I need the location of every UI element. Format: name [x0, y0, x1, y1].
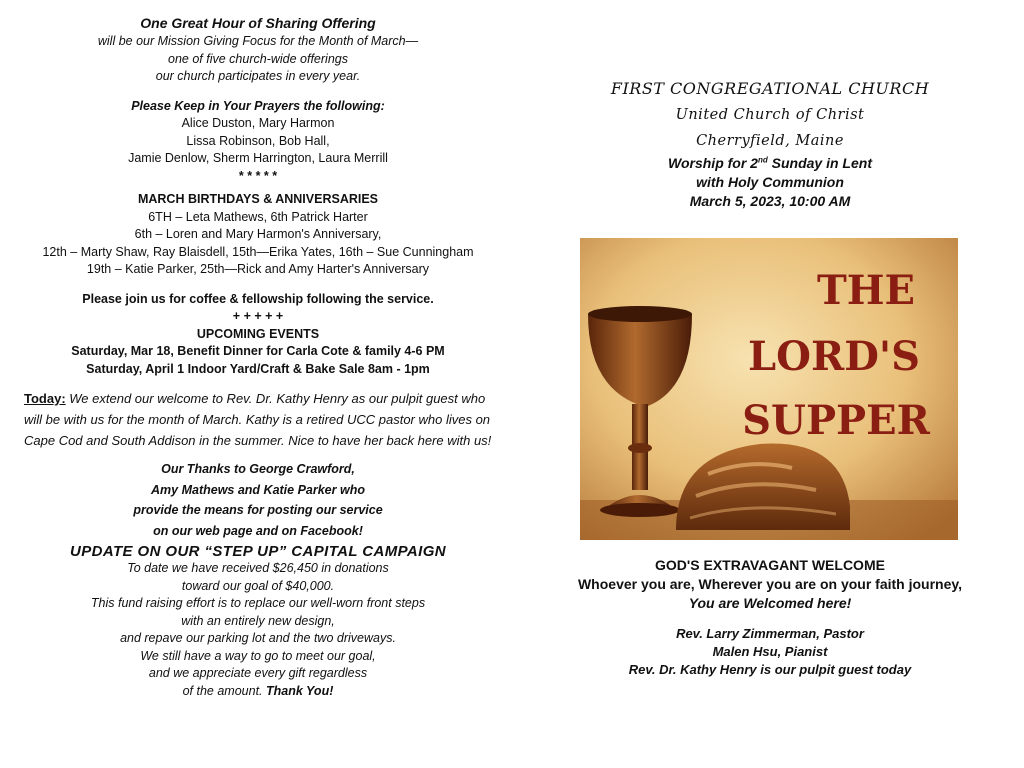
offering-line: our church participates in every year. — [155, 69, 361, 83]
denomination: United Church of Christ — [675, 107, 865, 123]
section-divider-stars: * * * * * — [238, 168, 278, 183]
campaign-line: This fund raising effort is to replace our well-worn front steps — [90, 596, 426, 610]
lords-supper-illustration — [580, 238, 958, 540]
welcome-block — [556, 556, 984, 679]
campaign-line — [20, 683, 496, 701]
events-title: UPCOMING EVENTS — [196, 326, 320, 341]
campaign-line: To date we have received $26,450 in donations — [127, 561, 389, 575]
lords-supper-image — [580, 238, 958, 540]
welcome-line: Whoever you are, Wherever you are on your faith journey, — [577, 576, 963, 592]
birthday-line: 19th – Katie Parker, 25th—Rick and Amy Harter's Anniversary — [86, 262, 430, 276]
birthday-line: 6TH – Leta Mathews, 6th Patrick Harter — [148, 209, 368, 224]
staff-line: Rev. Larry Zimmerman, Pastor — [676, 626, 864, 641]
offering-line: will be our Mission Giving Focus for the Month of March— — [97, 34, 419, 48]
left-column — [20, 14, 496, 700]
campaign-line: with an entirely new design, — [181, 613, 335, 628]
thanks-line: provide the means for posting our service — [133, 503, 383, 517]
prayer-names: Alice Duston, Mary Harmon — [181, 116, 335, 130]
prayers-title: Please Keep in Your Prayers the following: — [131, 98, 385, 113]
prayer-names: Jamie Denlow, Sherm Harrington, Laura Merrill — [128, 151, 388, 165]
campaign-line: toward our goal of $40,000. — [181, 578, 335, 593]
communion-line: with Holy Communion — [696, 174, 844, 190]
thanks-line: Amy Mathews and Katie Parker who — [151, 482, 365, 497]
thank-you-text: Thank You! — [266, 683, 334, 698]
church-name: FIRST CONGREGATIONAL CHURCH — [610, 79, 930, 98]
offering-title: One Great Hour of Sharing Offering — [140, 15, 376, 31]
worship-title: Worship for 2nd Sunday in Lent — [668, 155, 872, 171]
location: Cherryfield, Maine — [696, 133, 844, 149]
campaign-title: UPDATE ON OUR “STEP UP” CAPITAL CAMPAIGN — [69, 543, 446, 560]
today-paragraph — [24, 388, 492, 451]
offering-line: one of five church-wide offerings — [168, 51, 348, 66]
service-date: March 5, 2023, 10:00 AM — [689, 193, 851, 209]
section-divider-plus: + + + + + — [232, 309, 284, 323]
welcome-title: GOD'S EXTRAVAGANT WELCOME — [655, 557, 885, 573]
campaign-line: and we appreciate every gift regardless — [148, 666, 368, 680]
today-label: Today: — [24, 391, 66, 406]
campaign-last-line: of the amount. — [182, 683, 266, 698]
thanks-block — [20, 459, 496, 541]
birthday-line: 6th – Loren and Mary Harmon's Anniversary, — [134, 227, 382, 241]
prayer-names: Lissa Robinson, Bob Hall, — [186, 133, 330, 148]
welcome-line: You are Welcomed here! — [688, 595, 852, 611]
staff-line: Rev. Dr. Kathy Henry is our pulpit guest today — [628, 662, 912, 677]
image-title-lords: LORD'S — [747, 333, 921, 380]
campaign-line: We still have a way to go to meet our goal, — [140, 648, 376, 663]
event-line: Saturday, Mar 18, Benefit Dinner for Carla Cote & family 4-6 PM — [71, 344, 445, 358]
right-column — [560, 76, 980, 211]
birthdays-title: MARCH BIRTHDAYS & ANNIVERSARIES — [137, 192, 379, 206]
coffee-note: Please join us for coffee & fellowship following the service. — [82, 291, 434, 306]
staff-line: Malen Hsu, Pianist — [712, 644, 828, 659]
thanks-line: on our web page and on Facebook! — [153, 523, 363, 538]
event-line: Saturday, April 1 Indoor Yard/Craft & Bake Sale 8am - 1pm — [86, 361, 430, 376]
today-text: We extend our welcome to Rev. Dr. Kathy Henry as our pulpit guest who will be with us for the month of March. Kathy is a retired UCC pastor who lives on Cape Cod and South Addison in the summer. Nice to have her back here with us! — [24, 391, 492, 448]
image-title-the: THE — [816, 267, 916, 314]
birthday-line: 12th – Marty Shaw, Ray Blaisdell, 15th—Erika Yates, 16th – Sue Cunningham — [42, 244, 474, 259]
image-title-supper: SUPPER — [742, 397, 930, 444]
thanks-line: Our Thanks to George Crawford, — [161, 462, 355, 476]
campaign-line: and repave our parking lot and the two driveways. — [120, 631, 396, 645]
